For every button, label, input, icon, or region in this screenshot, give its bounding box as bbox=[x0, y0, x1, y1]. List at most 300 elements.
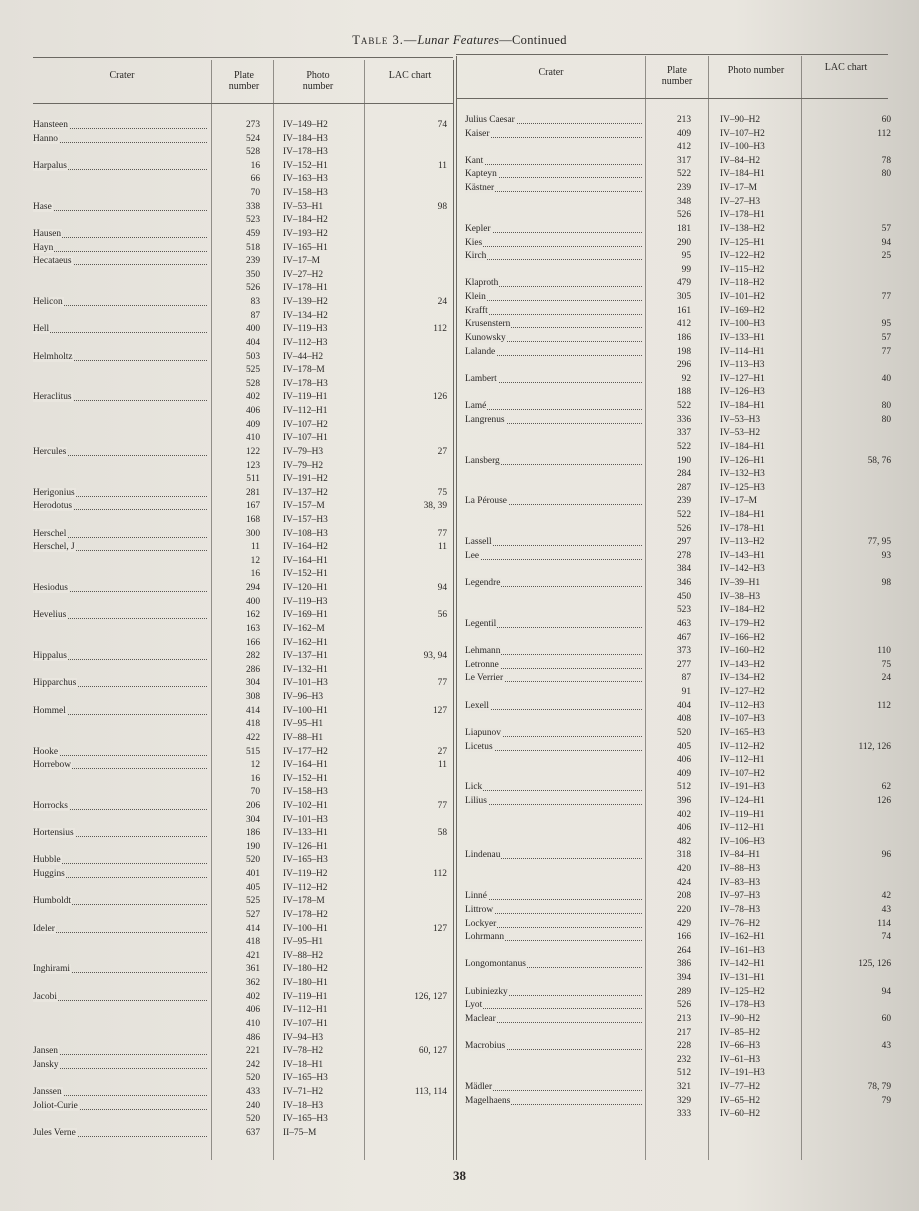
photo-number: IV–165–H3 bbox=[283, 855, 328, 866]
plate-number: 405 bbox=[245, 882, 260, 893]
lac-chart: 38, 39 bbox=[423, 501, 447, 512]
photo-number: IV–132–H3 bbox=[720, 469, 765, 480]
left-header-lac: LAC chart bbox=[388, 70, 432, 81]
table-row bbox=[0, 809, 919, 822]
photo-number: IV–39–H1 bbox=[720, 578, 761, 589]
plate-number: 329 bbox=[676, 1095, 691, 1106]
dot-leader bbox=[465, 804, 642, 805]
lac-chart: 80 bbox=[881, 401, 891, 412]
photo-number: IV–79–H2 bbox=[283, 460, 324, 471]
photo-number: IV–178–H3 bbox=[283, 378, 328, 389]
plate-number: 418 bbox=[245, 719, 260, 730]
table-row bbox=[0, 727, 919, 740]
plate-number: 333 bbox=[676, 1109, 691, 1120]
table-row bbox=[0, 141, 919, 154]
plate-number: 317 bbox=[676, 155, 691, 166]
photo-number: IV–44–H2 bbox=[283, 351, 324, 362]
plate-number: 433 bbox=[245, 1087, 260, 1098]
crater-name: Lockyer bbox=[465, 918, 497, 929]
crater-name: Kapteyn bbox=[465, 169, 497, 180]
plate-number: 520 bbox=[676, 727, 691, 738]
photo-number: IV–85–H2 bbox=[720, 1027, 761, 1038]
plate-number: 520 bbox=[245, 855, 260, 866]
plate-number: 421 bbox=[245, 950, 260, 961]
photo-number: IV–119–H3 bbox=[283, 596, 328, 607]
photo-number: IV–162–M bbox=[283, 623, 325, 634]
photo-number: IV–112–H1 bbox=[283, 1005, 328, 1016]
plate-number: 217 bbox=[676, 1027, 691, 1038]
table-row bbox=[0, 386, 919, 399]
photo-number: IV–164–H2 bbox=[283, 542, 328, 553]
plate-number: 122 bbox=[245, 446, 260, 457]
lac-chart: 25 bbox=[881, 251, 891, 262]
photo-number: IV–191–H3 bbox=[720, 1068, 765, 1079]
crater-name: Maclear bbox=[465, 1013, 496, 1024]
crater-name: Julius Caesar bbox=[465, 115, 515, 125]
plate-number: 528 bbox=[245, 147, 260, 158]
crater-name: Hercules bbox=[33, 446, 67, 457]
plate-number: 12 bbox=[250, 760, 260, 771]
plate-number: 404 bbox=[245, 337, 260, 348]
plate-number: 409 bbox=[245, 419, 260, 430]
plate-number: 240 bbox=[245, 1100, 260, 1111]
plate-number: 242 bbox=[245, 1059, 260, 1070]
crater-name: Joliot-Curie bbox=[33, 1100, 78, 1111]
lac-chart: 58, 76 bbox=[867, 455, 891, 466]
lac-chart: 77, 95 bbox=[867, 537, 891, 548]
crater-name: Jansen bbox=[33, 1046, 58, 1057]
table-row bbox=[0, 373, 919, 386]
table-row bbox=[0, 918, 919, 931]
plate-number: 92 bbox=[681, 373, 691, 384]
right-header-crater: Crater bbox=[538, 67, 564, 78]
lac-chart: 60, 127 bbox=[418, 1046, 447, 1057]
table-row bbox=[0, 223, 919, 236]
photo-number: IV–165–H3 bbox=[720, 727, 765, 738]
plate-number: 515 bbox=[245, 746, 260, 757]
photo-number: IV–65–H2 bbox=[720, 1095, 761, 1106]
lac-chart: 93, 94 bbox=[423, 651, 447, 662]
photo-number: IV–88–H3 bbox=[720, 864, 761, 875]
table-row bbox=[0, 155, 919, 168]
photo-number: IV–107–H2 bbox=[720, 768, 765, 779]
crater-name: Hecataeus bbox=[33, 256, 72, 267]
plate-number: 412 bbox=[676, 319, 691, 330]
plate-number: 459 bbox=[245, 228, 260, 239]
plate-number: 168 bbox=[245, 514, 260, 525]
photo-number: IV–97–H3 bbox=[720, 891, 761, 902]
lac-chart: 74 bbox=[881, 932, 891, 943]
lac-chart: 127 bbox=[432, 705, 447, 716]
lac-chart: 57 bbox=[881, 332, 891, 343]
plate-number: 70 bbox=[250, 787, 260, 798]
photo-number: IV–152–H1 bbox=[283, 160, 328, 171]
lac-chart: 60 bbox=[881, 1013, 891, 1024]
table-row bbox=[0, 182, 919, 195]
lac-chart: 42 bbox=[881, 891, 891, 902]
photo-number: IV–115–H2 bbox=[720, 264, 765, 275]
plate-number: 190 bbox=[676, 455, 691, 466]
photo-number: IV–108–H3 bbox=[283, 528, 328, 539]
photo-number: IV–38–H3 bbox=[720, 591, 761, 602]
photo-number: IV–177–H2 bbox=[283, 746, 328, 757]
left-header-plate: Plate number bbox=[228, 70, 260, 92]
table-row bbox=[0, 196, 919, 209]
plate-number: 284 bbox=[676, 469, 691, 480]
table-row bbox=[0, 591, 919, 604]
table-row bbox=[0, 822, 919, 835]
crater-name: Hesiodus bbox=[33, 583, 68, 594]
left-header-photo: Photo number bbox=[302, 70, 334, 92]
table-row bbox=[0, 305, 919, 318]
plate-number: 527 bbox=[245, 909, 260, 920]
crater-name: Hommel bbox=[33, 705, 66, 716]
photo-number: IV–95–H1 bbox=[283, 719, 324, 730]
photo-number: IV–76–H2 bbox=[720, 918, 761, 929]
lac-chart: 114 bbox=[877, 918, 891, 929]
table-row bbox=[0, 632, 919, 645]
plate-number: 522 bbox=[676, 441, 691, 452]
table-row bbox=[0, 441, 919, 454]
plate-number: 479 bbox=[676, 278, 691, 289]
plate-number: 228 bbox=[676, 1041, 691, 1052]
table-row bbox=[0, 1095, 919, 1108]
photo-number: IV–122–H2 bbox=[720, 251, 765, 262]
plate-number: 16 bbox=[250, 569, 260, 580]
lac-chart: 75 bbox=[881, 659, 891, 670]
right-header-lac: LAC chart bbox=[824, 62, 868, 73]
photo-number: IV–101–H2 bbox=[720, 292, 765, 303]
table-row bbox=[0, 754, 919, 767]
plate-number: 348 bbox=[676, 196, 691, 207]
lac-chart: 78 bbox=[881, 155, 891, 166]
photo-number: IV–88–H1 bbox=[283, 732, 324, 743]
header-bottom-rule-left bbox=[33, 103, 453, 104]
photo-number: IV–169–H1 bbox=[283, 610, 328, 621]
table-row bbox=[0, 618, 919, 631]
lac-chart: 56 bbox=[437, 610, 447, 621]
photo-number: IV–119–H1 bbox=[283, 392, 328, 403]
table-row bbox=[0, 400, 919, 413]
plate-number: 239 bbox=[676, 183, 691, 194]
plate-number: 304 bbox=[245, 678, 260, 689]
table-row bbox=[0, 237, 919, 250]
plate-number: 87 bbox=[681, 673, 691, 684]
table-row bbox=[0, 577, 919, 590]
crater-name: Hipparchus bbox=[33, 678, 77, 689]
crater-name: Langrenus bbox=[465, 414, 505, 425]
plate-number: 220 bbox=[676, 904, 691, 915]
photo-number: IV–118–H2 bbox=[720, 278, 765, 289]
crater-name: Lassell bbox=[465, 537, 492, 548]
photo-number: IV–84–H2 bbox=[720, 155, 761, 166]
plate-number: 486 bbox=[245, 1032, 260, 1043]
crater-name: Kant bbox=[465, 155, 484, 166]
plate-number: 208 bbox=[676, 891, 691, 902]
lac-chart: 11 bbox=[437, 760, 447, 771]
table-row bbox=[0, 713, 919, 726]
plate-number: 337 bbox=[676, 428, 691, 439]
plate-number: 401 bbox=[245, 869, 260, 880]
photo-number: IV–112–H3 bbox=[720, 700, 765, 711]
plate-number: 520 bbox=[245, 1114, 260, 1125]
lac-chart: 62 bbox=[881, 782, 891, 793]
lac-chart: 43 bbox=[881, 904, 891, 915]
plate-number: 70 bbox=[250, 188, 260, 199]
photo-number: IV–120–H1 bbox=[283, 583, 328, 594]
crater-name: Kästner bbox=[465, 183, 495, 194]
lac-chart: 93 bbox=[881, 550, 891, 561]
plate-number: 406 bbox=[676, 755, 691, 766]
photo-number: IV–95–H1 bbox=[283, 937, 324, 948]
plate-number: 522 bbox=[676, 509, 691, 520]
crater-name: Kunowsky bbox=[465, 332, 506, 343]
table-row bbox=[0, 836, 919, 849]
plate-number: 12 bbox=[250, 555, 260, 566]
crater-name: Huggins bbox=[33, 869, 65, 880]
crater-name: Klein bbox=[465, 292, 486, 303]
plate-number: 405 bbox=[676, 741, 691, 752]
lac-chart: 40 bbox=[881, 373, 891, 384]
photo-number: IV–143–H2 bbox=[720, 659, 765, 670]
plate-number: 410 bbox=[245, 433, 260, 444]
plate-number: 188 bbox=[676, 387, 691, 398]
photo-number: IV–158–H3 bbox=[283, 787, 328, 798]
plate-number: 273 bbox=[245, 120, 260, 130]
photo-number: IV–180–H1 bbox=[283, 978, 328, 989]
lac-chart: 79 bbox=[881, 1095, 891, 1106]
photo-number: IV–18–H3 bbox=[283, 1100, 324, 1111]
plate-number: 161 bbox=[676, 305, 691, 316]
plate-number: 512 bbox=[676, 782, 691, 793]
photo-number: IV–107–H1 bbox=[283, 1018, 328, 1029]
photo-number: IV–184–H2 bbox=[283, 215, 328, 226]
photo-number: IV–60–H2 bbox=[720, 1109, 761, 1120]
photo-number: IV–193–H2 bbox=[283, 228, 328, 239]
photo-number: IV–137–H2 bbox=[283, 487, 328, 498]
lac-chart: 75 bbox=[437, 487, 447, 498]
crater-name: Lehmann bbox=[465, 646, 501, 657]
right-header-photo: Photo number bbox=[727, 65, 785, 76]
crater-name: Hooke bbox=[33, 746, 58, 757]
crater-name: Humboldt bbox=[33, 896, 72, 907]
photo-number: IV–78–H2 bbox=[283, 1046, 324, 1057]
plate-number: 422 bbox=[245, 732, 260, 743]
plate-number: 525 bbox=[245, 365, 260, 376]
photo-number: IV–53–H2 bbox=[720, 428, 761, 439]
lac-chart: 126, 127 bbox=[414, 991, 447, 1002]
crater-name: Lilius bbox=[465, 796, 487, 806]
plate-number: 482 bbox=[676, 836, 691, 847]
crater-name: Hell bbox=[33, 324, 50, 335]
photo-number: IV–107–H2 bbox=[720, 128, 765, 139]
lac-chart: 57 bbox=[881, 223, 891, 234]
table-title-prefix: Table 3.— bbox=[352, 33, 418, 47]
lac-chart: 80 bbox=[881, 414, 891, 425]
photo-number: IV–53–H1 bbox=[283, 201, 324, 212]
plate-number: 414 bbox=[245, 705, 260, 716]
crater-name: Harpalus bbox=[33, 160, 67, 171]
plate-number: 290 bbox=[676, 237, 691, 248]
photo-number: IV–180–H2 bbox=[283, 964, 328, 975]
plate-number: 338 bbox=[245, 201, 260, 212]
photo-number: IV–178–M bbox=[283, 365, 325, 376]
photo-number: IV–100–H3 bbox=[720, 142, 765, 153]
crater-name: Herigonius bbox=[33, 487, 75, 498]
plate-number: 162 bbox=[245, 610, 260, 621]
table-row bbox=[0, 250, 919, 263]
lac-chart: 113, 114 bbox=[414, 1087, 447, 1098]
lac-chart: 60 bbox=[881, 115, 891, 125]
photo-number: IV–164–H1 bbox=[283, 760, 328, 771]
plate-number: 321 bbox=[676, 1082, 691, 1093]
plate-number: 420 bbox=[676, 864, 691, 875]
lac-chart: 80 bbox=[881, 169, 891, 180]
photo-number: IV–149–H2 bbox=[283, 120, 328, 130]
table-row bbox=[0, 659, 919, 672]
photo-number: IV–126–H1 bbox=[283, 841, 328, 852]
photo-number: IV–158–H3 bbox=[283, 188, 328, 199]
lac-chart: 98 bbox=[881, 578, 891, 589]
table-row bbox=[0, 1081, 919, 1094]
table-row bbox=[0, 931, 919, 944]
lac-chart: 24 bbox=[437, 297, 447, 308]
crater-name: Littrow bbox=[465, 904, 494, 915]
crater-name: Kepler bbox=[465, 223, 491, 234]
dot-leader bbox=[465, 409, 642, 410]
plate-number: 213 bbox=[676, 1013, 691, 1024]
crater-name: Krafft bbox=[465, 305, 488, 316]
plate-number: 412 bbox=[676, 142, 691, 153]
photo-number: IV–94–H3 bbox=[283, 1032, 324, 1043]
plate-number: 296 bbox=[676, 360, 691, 371]
crater-name: Licetus bbox=[465, 741, 493, 752]
plate-number: 277 bbox=[676, 659, 691, 670]
crater-name: Herschel, J bbox=[33, 542, 75, 553]
table-row bbox=[0, 1108, 919, 1121]
plate-number: 304 bbox=[245, 814, 260, 825]
table-row bbox=[0, 1040, 919, 1053]
plate-number: 518 bbox=[245, 242, 260, 253]
photo-number: IV–143–H1 bbox=[720, 550, 765, 561]
lac-chart: 77 bbox=[437, 801, 447, 811]
photo-number: IV–53–H3 bbox=[720, 414, 761, 425]
photo-number: IV–17–M bbox=[720, 183, 757, 194]
photo-number: IV–27–H2 bbox=[283, 269, 324, 280]
table-row bbox=[0, 986, 919, 999]
plate-number: 181 bbox=[676, 223, 691, 234]
plate-number: 362 bbox=[245, 978, 260, 989]
header-top-rule-left bbox=[33, 57, 453, 58]
lac-chart: 77 bbox=[881, 346, 891, 357]
photo-number: IV–100–H1 bbox=[283, 923, 328, 934]
plate-number: 418 bbox=[245, 937, 260, 948]
table-title bbox=[0, 33, 919, 48]
table-row bbox=[0, 468, 919, 481]
crater-name: Macrobius bbox=[465, 1041, 506, 1052]
plate-number: 523 bbox=[676, 605, 691, 616]
plate-number: 281 bbox=[245, 487, 260, 498]
lac-chart: 58 bbox=[437, 828, 447, 839]
table-row bbox=[0, 291, 919, 304]
plate-number: 406 bbox=[245, 1005, 260, 1016]
crater-name: Helmholtz bbox=[33, 351, 73, 362]
photo-number: IV–162–H1 bbox=[720, 932, 765, 943]
photo-number: IV–157–M bbox=[283, 501, 325, 512]
crater-name: Lansberg bbox=[465, 455, 500, 466]
lac-chart: 74 bbox=[437, 120, 447, 130]
crater-name: Lambert bbox=[465, 373, 497, 384]
plate-number: 400 bbox=[245, 324, 260, 335]
crater-name: Legendre bbox=[465, 578, 501, 589]
crater-name: Linné bbox=[465, 891, 487, 902]
crater-name: Inghirami bbox=[33, 964, 70, 975]
plate-number: 526 bbox=[245, 283, 260, 294]
plate-number: 526 bbox=[676, 1000, 691, 1011]
photo-number: IV–178–H1 bbox=[283, 283, 328, 294]
table-row bbox=[0, 1027, 919, 1040]
photo-number: IV–162–H1 bbox=[283, 637, 328, 648]
lac-chart: 94 bbox=[881, 986, 891, 997]
plate-number: 396 bbox=[676, 796, 691, 806]
photo-number: IV–127–H1 bbox=[720, 373, 765, 384]
table-row bbox=[0, 264, 919, 277]
plate-number: 239 bbox=[245, 256, 260, 267]
plate-number: 282 bbox=[245, 651, 260, 662]
plate-number: 166 bbox=[676, 932, 691, 943]
table-row bbox=[0, 795, 919, 808]
photo-number: IV–184–H1 bbox=[720, 169, 765, 180]
right-header-plate: Plate number bbox=[661, 65, 693, 87]
crater-name: Horrebow bbox=[33, 760, 72, 771]
crater-name: Hase bbox=[33, 201, 52, 212]
photo-number: IV–184–H1 bbox=[720, 441, 765, 452]
photo-number: IV–61–H3 bbox=[720, 1054, 761, 1065]
table-row bbox=[0, 686, 919, 699]
table-row bbox=[0, 863, 919, 876]
crater-name: Legentil bbox=[465, 618, 497, 629]
plate-number: 463 bbox=[676, 618, 691, 629]
photo-number: IV–133–H1 bbox=[283, 828, 328, 839]
table-row bbox=[0, 536, 919, 549]
photo-number: IV–163–H3 bbox=[283, 174, 328, 185]
dot-leader bbox=[465, 1008, 642, 1009]
photo-number: IV–165–H3 bbox=[283, 1114, 328, 1125]
photo-number: IV–184–H1 bbox=[720, 509, 765, 520]
plate-number: 429 bbox=[676, 918, 691, 929]
plate-number: 525 bbox=[245, 896, 260, 907]
plate-number: 16 bbox=[250, 160, 260, 171]
crater-name: Lalande bbox=[465, 346, 496, 357]
photo-number: IV–113–H3 bbox=[720, 360, 765, 371]
photo-number: IV–134–H2 bbox=[283, 310, 328, 321]
table-row bbox=[0, 414, 919, 427]
photo-number: IV–100–H1 bbox=[283, 705, 328, 716]
photo-number: IV–107–H2 bbox=[283, 419, 328, 430]
crater-name: Hortensius bbox=[33, 828, 74, 839]
photo-number: IV–142–H3 bbox=[720, 564, 765, 575]
crater-name: Janssen bbox=[33, 1087, 62, 1098]
photo-number: IV–77–H2 bbox=[720, 1082, 761, 1093]
table-row bbox=[0, 999, 919, 1012]
crater-name: Lexell bbox=[465, 700, 489, 711]
crater-name: Lyot bbox=[465, 1000, 483, 1011]
plate-number: 406 bbox=[245, 406, 260, 417]
plate-number: 91 bbox=[681, 687, 691, 698]
lac-chart: 24 bbox=[881, 673, 891, 684]
table-row bbox=[0, 849, 919, 862]
photo-number: IV–84–H1 bbox=[720, 850, 761, 861]
